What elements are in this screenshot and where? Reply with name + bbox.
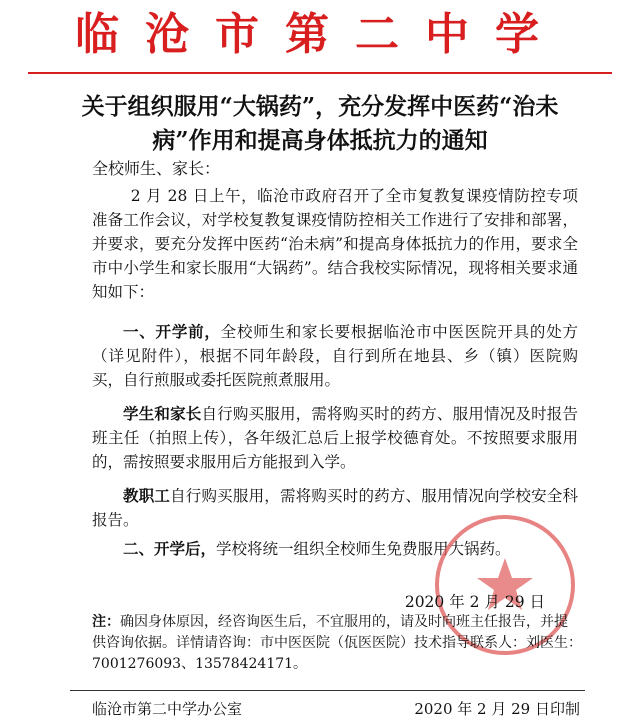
document-date: 2020 年 2 月 29 日 xyxy=(404,593,545,611)
salutation: 全校师生、家长： xyxy=(92,159,221,178)
paragraph-students-parents xyxy=(92,402,578,474)
paragraph-lead: 一、开学前， xyxy=(123,322,221,341)
note-label: 注： xyxy=(92,614,120,630)
paragraph-intro: 2 月 28 日上午，临沧市政府召开了全市复教复课疫情防控专项准备工作会议，对学校复教复课疫情防控相关工作进行了安排和部署，并要求，要充分发挥中医药“治未病”和提高身体抵抗力的作用，要求全市中小学生和家长服用“大锅药”。结合我校实际情况，现将相关要求通知如下： xyxy=(92,187,578,301)
paragraph-lead: 学生和家长 xyxy=(123,404,202,423)
note xyxy=(92,612,589,675)
school-name: 临沧市第二中学 xyxy=(75,9,565,60)
paragraph-text: 自行购买服用，需将购买时的药方、服用情况及时报告班主任（拍照上传），各年级汇总后上报学校德育处。不按照要求服用的，需按照要求服用后方能报到入学。 xyxy=(92,405,578,471)
letterhead xyxy=(0,0,640,70)
paragraph-text: 学校将统一组织全校师生免费服用大锅药。 xyxy=(216,540,511,558)
paragraph-text: 自行购买服用，需将购买时的药方、服用情况向学校安全科报告。 xyxy=(92,487,578,529)
footer-print-date: 2020 年 2 月 29 日印制 xyxy=(414,700,580,718)
footer-rule xyxy=(70,690,585,691)
letterhead-red-rule xyxy=(28,72,612,74)
note-text: 确因身体原因，经咨询医生后，不宜服用的，请及时向班主任报告，并提供咨询依据。详情请咨询：市中医医院（佤医医院）技术指导联系人：刘医生： 7001276093、13578424171。 xyxy=(92,614,589,672)
paragraph-lead: 二、开学后， xyxy=(123,539,217,558)
paragraph-lead: 教职工 xyxy=(123,486,171,505)
document-title: 关于组织服用“大锅药”，充分发挥中医药“治未病”作用和提高身体抵抗力的通知 xyxy=(81,93,559,154)
paragraph-text: 全校师生和家长要根据临沧市中医医院开具的处方（详见附件），根据不同年龄段，自行到所在地县、乡（镇）医院购买，自行煎服或委托医院煎煮服用。 xyxy=(92,323,578,389)
paragraph-before-school xyxy=(92,320,578,392)
footer-office: 临沧市第二中学办公室 xyxy=(92,700,243,718)
